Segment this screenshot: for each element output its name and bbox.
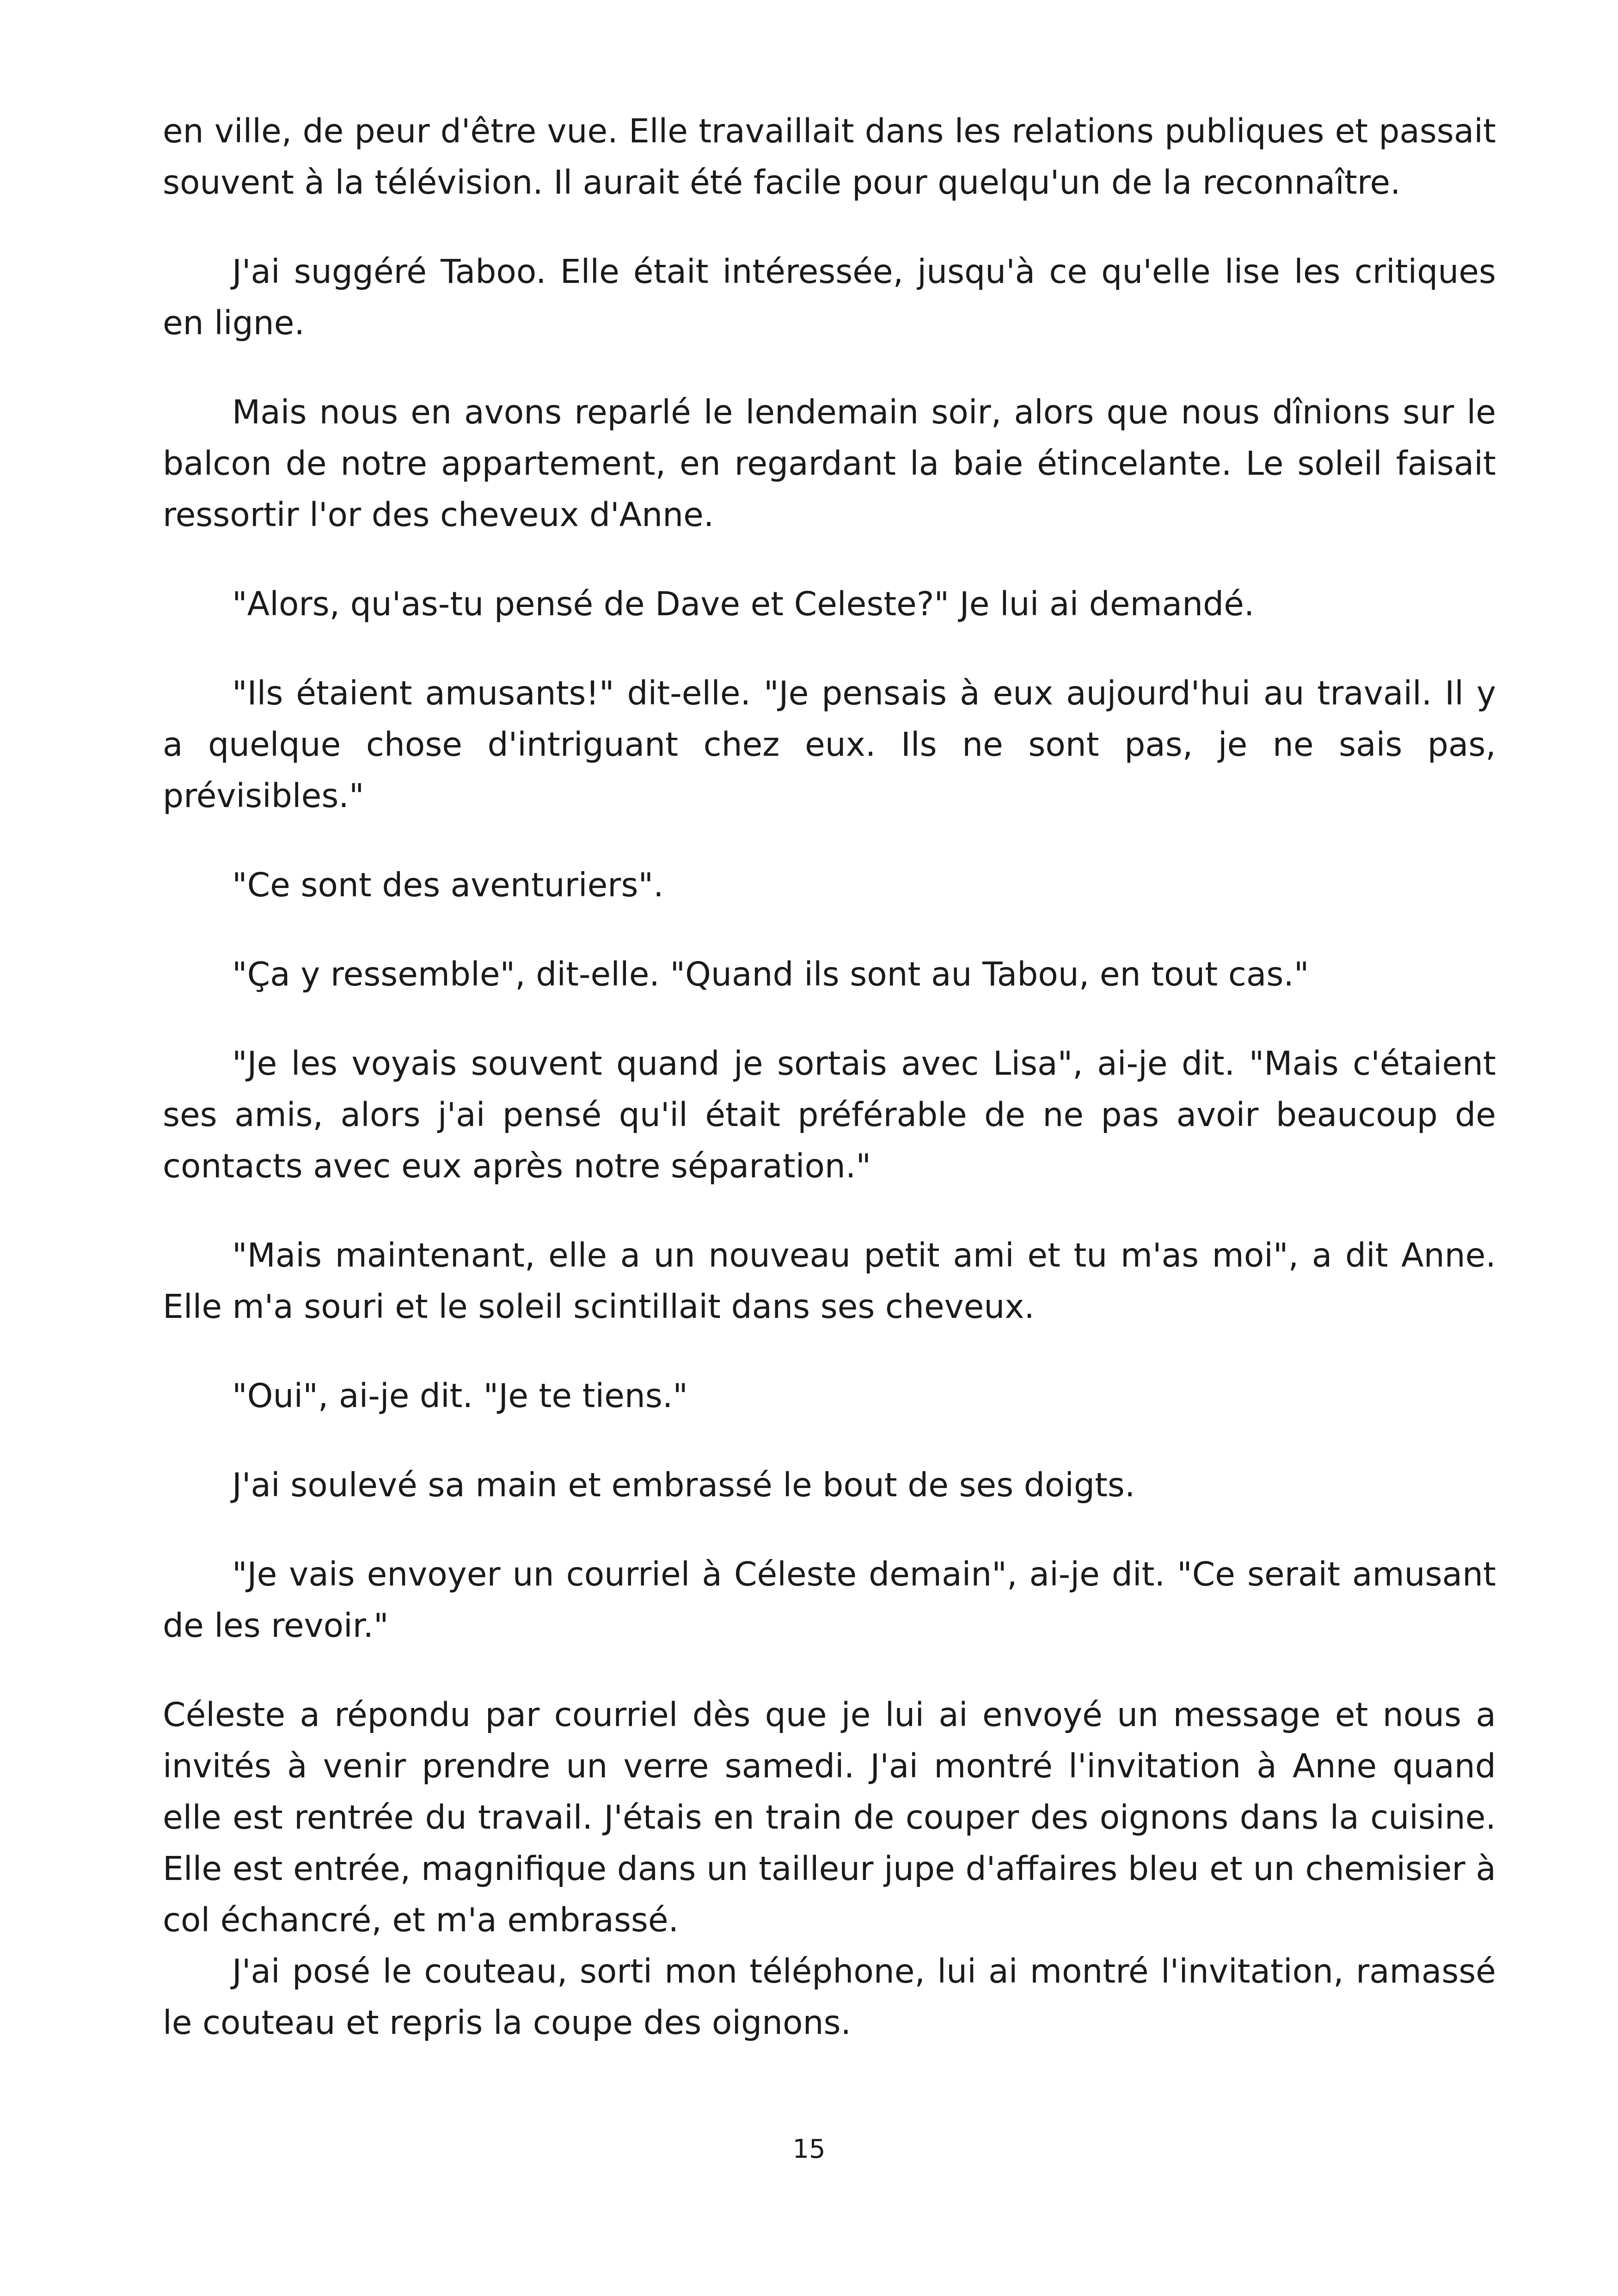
paragraph-8: "Je les voyais souvent quand je sortais avec Lisa", ai-je dit. "Mais c'étaient ses amis, alors j'ai pensé qu'il était préférable de ne pas avoir beaucoup de contacts avec eux après notre séparation." (163, 1044, 1496, 1185)
paragraph-13: Céleste a répondu par courriel dès que je lui ai envoyé un message et nous a invités à venir prendre un verre samedi. J'ai montré l'invitation à Anne quand elle est rentrée du travail. J'étais en train de couper des oignons dans la cuisine. Elle est entrée, magnifique dans un tailleur jupe d'affaires bleu et un chemisier à col échancré, et m'a embrassé. (163, 1696, 1496, 1939)
paragraph-3: Mais nous en avons reparlé le lendemain soir, alors que nous dînions sur le balcon de notre appartement, en regardant la baie étincelante. Le soleil faisait ressortir l'or des cheveux d'Anne. (163, 393, 1496, 534)
paragraph-10: "Oui", ai-je dit. "Je te tiens." (232, 1377, 688, 1415)
body-text (163, 105, 1496, 2048)
page-number: 15 (792, 2134, 826, 2164)
paragraph-9: "Mais maintenant, elle a un nouveau petit ami et tu m'as moi", a dit Anne. Elle m'a souri et le soleil scintillait dans ses cheveux. (163, 1236, 1496, 1326)
paragraph-2: J'ai suggéré Taboo. Elle était intéressée, jusqu'à ce qu'elle lise les critiques en ligne. (163, 252, 1496, 342)
paragraph-1: en ville, de peur d'être vue. Elle travaillait dans les relations publiques et passait souvent à la télévision. Il aurait été facile pour quelqu'un de la reconnaître. (163, 112, 1496, 202)
paragraph-14: J'ai posé le couteau, sorti mon téléphone, lui ai montré l'invitation, ramassé le couteau et repris la coupe des oignons. (163, 1952, 1496, 2042)
paragraph-4: "Alors, qu'as-tu pensé de Dave et Celeste?" Je lui ai demandé. (232, 585, 1255, 623)
paragraph-12: "Je vais envoyer un courriel à Céleste demain", ai-je dit. "Ce serait amusant de les revoir." (163, 1555, 1496, 1645)
paragraph-11: J'ai soulevé sa main et embrassé le bout de ses doigts. (232, 1466, 1135, 1504)
paragraph-6: "Ce sont des aventuriers". (232, 866, 664, 904)
paragraph-7: "Ça y ressemble", dit-elle. "Quand ils sont au Tabou, en tout cas." (232, 955, 1309, 993)
paragraph-5: "Ils étaient amusants!" dit-elle. "Je pensais à eux aujourd'hui au travail. Il y a quelque chose d'intriguant chez eux. Ils ne sont pas, je ne sais pas, prévisibles." (163, 674, 1496, 815)
